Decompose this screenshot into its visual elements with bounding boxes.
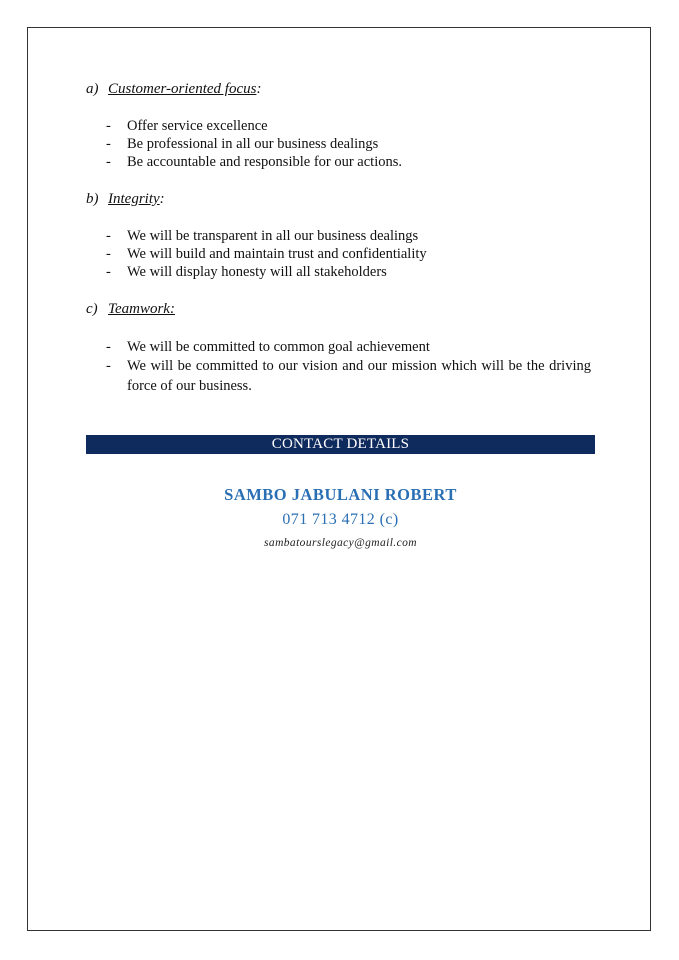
list-item-text: Be professional in all our business dealings: [127, 136, 379, 152]
bullet-dash: -: [106, 228, 111, 244]
contact-phone: 071 713 4712 (c): [282, 511, 399, 528]
section-title: Integrity: [108, 191, 160, 207]
bullet-list: [106, 338, 591, 396]
list-item: [106, 245, 591, 263]
section-marker: a): [86, 81, 99, 97]
contact-name: SAMBO JABULANI ROBERT: [224, 485, 457, 504]
list-item: [106, 153, 591, 171]
list-item-text: We will build and maintain trust and confidentiality: [127, 246, 427, 262]
section-title-suffix: :: [256, 81, 262, 97]
section-title: Teamwork:: [108, 301, 175, 317]
section-teamwork: [86, 300, 596, 394]
bullet-dash: -: [106, 339, 111, 355]
list-item: [106, 117, 591, 135]
list-item: [106, 356, 591, 396]
section-heading: [86, 80, 596, 98]
list-item-text: We will be committed to our vision and our mission which will be the driving force of our business.: [127, 358, 591, 394]
bullet-dash: -: [106, 136, 111, 152]
section-marker: b): [86, 191, 99, 207]
bullet-dash: -: [106, 264, 111, 280]
list-item-text: We will be committed to common goal achievement: [127, 339, 430, 355]
bullet-dash: -: [106, 246, 111, 262]
section-title: Customer-oriented focus: [108, 81, 257, 97]
bullet-list: [106, 117, 591, 171]
section-customer-focus: [86, 80, 596, 170]
bullet-list: [106, 227, 591, 281]
contact-details-heading: CONTACT DETAILS: [86, 435, 595, 454]
contact-email[interactable]: sambatourslegacy@gmail.com: [264, 537, 417, 549]
section-marker: c): [86, 301, 98, 317]
list-item: [106, 135, 591, 153]
list-item-text: We will be transparent in all our business dealings: [127, 228, 419, 244]
list-item: [106, 227, 591, 245]
list-item-text: Be accountable and responsible for our actions.: [127, 154, 403, 170]
list-item-text: Offer service excellence: [127, 118, 268, 134]
list-item: [106, 338, 591, 356]
section-title-suffix: :: [159, 191, 165, 207]
section-heading: [86, 190, 596, 208]
list-item-text: We will display honesty will all stakeholders: [127, 264, 387, 280]
section-heading: [86, 300, 596, 318]
bullet-dash: -: [106, 154, 111, 170]
list-item: [106, 263, 591, 281]
section-integrity: [86, 190, 596, 280]
bullet-dash: -: [106, 358, 111, 374]
bullet-dash: -: [106, 118, 111, 134]
